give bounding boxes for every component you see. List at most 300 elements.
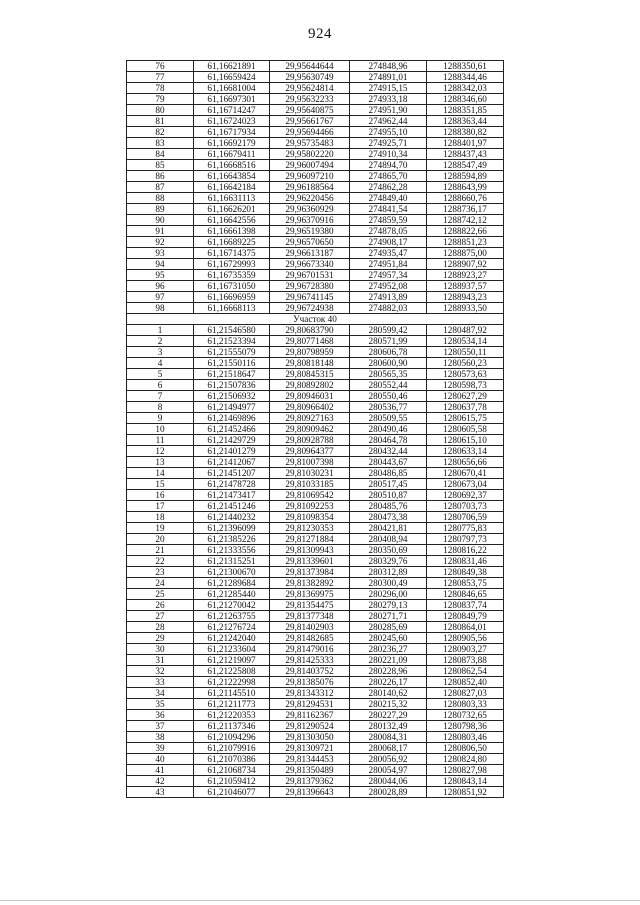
- point-number-cell: 42: [127, 776, 194, 787]
- x-coordinate-cell: 274891,01: [350, 72, 427, 83]
- table-row: [127, 754, 504, 765]
- table-row: [127, 248, 504, 259]
- latitude-cell: 61,16681004: [194, 83, 270, 94]
- latitude-cell: 61,21145510: [194, 688, 270, 699]
- longitude-cell: 29,81382892: [270, 578, 350, 589]
- x-coordinate-cell: 274908,17: [350, 237, 427, 248]
- y-coordinate-cell: 1288851,23: [427, 237, 504, 248]
- table-row: [127, 391, 504, 402]
- longitude-cell: 29,81350489: [270, 765, 350, 776]
- point-number-cell: 8: [127, 402, 194, 413]
- table-row: [127, 270, 504, 281]
- table-row: [127, 435, 504, 446]
- point-number-cell: 79: [127, 94, 194, 105]
- table-row: [127, 655, 504, 666]
- latitude-cell: 61,16668516: [194, 160, 270, 171]
- point-number-cell: 34: [127, 688, 194, 699]
- y-coordinate-cell: 1280732,65: [427, 710, 504, 721]
- y-coordinate-cell: 1280824,80: [427, 754, 504, 765]
- longitude-cell: 29,81403752: [270, 666, 350, 677]
- longitude-cell: 29,81294531: [270, 699, 350, 710]
- table-row: [127, 281, 504, 292]
- latitude-cell: 61,16642556: [194, 215, 270, 226]
- y-coordinate-cell: 1280706,59: [427, 512, 504, 523]
- point-number-cell: 81: [127, 116, 194, 127]
- x-coordinate-cell: 280227,29: [350, 710, 427, 721]
- table-row: [127, 677, 504, 688]
- latitude-cell: 61,21315251: [194, 556, 270, 567]
- y-coordinate-cell: 1280816,22: [427, 545, 504, 556]
- point-number-cell: 20: [127, 534, 194, 545]
- latitude-cell: 61,16696959: [194, 292, 270, 303]
- latitude-cell: 61,16729993: [194, 259, 270, 270]
- x-coordinate-cell: 280132,49: [350, 721, 427, 732]
- y-coordinate-cell: 1280852,40: [427, 677, 504, 688]
- latitude-cell: 61,16689225: [194, 237, 270, 248]
- point-number-cell: 83: [127, 138, 194, 149]
- y-coordinate-cell: 1280550,11: [427, 347, 504, 358]
- x-coordinate-cell: 280271,71: [350, 611, 427, 622]
- longitude-cell: 29,81162367: [270, 710, 350, 721]
- longitude-cell: 29,81309943: [270, 545, 350, 556]
- table-row: [127, 688, 504, 699]
- table-row: [127, 765, 504, 776]
- longitude-cell: 29,80966402: [270, 402, 350, 413]
- latitude-cell: 61,21478728: [194, 479, 270, 490]
- table-row: [127, 61, 504, 72]
- latitude-cell: 61,21276724: [194, 622, 270, 633]
- point-number-cell: 88: [127, 193, 194, 204]
- table-row: [127, 226, 504, 237]
- latitude-cell: 61,21506932: [194, 391, 270, 402]
- latitude-cell: 61,21222998: [194, 677, 270, 688]
- table-row: [127, 325, 504, 336]
- longitude-cell: 29,81344453: [270, 754, 350, 765]
- latitude-cell: 61,16714375: [194, 248, 270, 259]
- point-number-cell: 26: [127, 600, 194, 611]
- y-coordinate-cell: 1280905,56: [427, 633, 504, 644]
- latitude-cell: 61,21225808: [194, 666, 270, 677]
- x-coordinate-cell: 280473,38: [350, 512, 427, 523]
- longitude-cell: 29,96741145: [270, 292, 350, 303]
- table-row: [127, 589, 504, 600]
- y-coordinate-cell: 1288350,61: [427, 61, 504, 72]
- y-coordinate-cell: 1280846,65: [427, 589, 504, 600]
- latitude-cell: 61,21550116: [194, 358, 270, 369]
- longitude-cell: 29,80683790: [270, 325, 350, 336]
- longitude-cell: 29,81271884: [270, 534, 350, 545]
- table-row: [127, 512, 504, 523]
- x-coordinate-cell: 274955,10: [350, 127, 427, 138]
- longitude-cell: 29,81230353: [270, 523, 350, 534]
- point-number-cell: 2: [127, 336, 194, 347]
- y-coordinate-cell: 1288933,50: [427, 303, 504, 314]
- x-coordinate-cell: 280300,49: [350, 578, 427, 589]
- latitude-cell: 61,21523394: [194, 336, 270, 347]
- latitude-cell: 61,16714247: [194, 105, 270, 116]
- y-coordinate-cell: 1280827,98: [427, 765, 504, 776]
- table-row: [127, 171, 504, 182]
- point-number-cell: 7: [127, 391, 194, 402]
- longitude-cell: 29,96570650: [270, 237, 350, 248]
- x-coordinate-cell: 280028,89: [350, 787, 427, 798]
- y-coordinate-cell: 1288736,17: [427, 204, 504, 215]
- longitude-cell: 29,81385076: [270, 677, 350, 688]
- point-number-cell: 32: [127, 666, 194, 677]
- coordinates-table: [126, 60, 504, 798]
- point-number-cell: 13: [127, 457, 194, 468]
- table-row: [127, 787, 504, 798]
- table-row: [127, 83, 504, 94]
- longitude-cell: 29,81354475: [270, 600, 350, 611]
- longitude-cell: 29,81379362: [270, 776, 350, 787]
- latitude-cell: 61,21401279: [194, 446, 270, 457]
- section-heading-row: [127, 314, 504, 325]
- y-coordinate-cell: 1280692,37: [427, 490, 504, 501]
- point-number-cell: 38: [127, 732, 194, 743]
- latitude-cell: 61,21473417: [194, 490, 270, 501]
- longitude-cell: 29,95802220: [270, 149, 350, 160]
- point-number-cell: 96: [127, 281, 194, 292]
- latitude-cell: 61,21412067: [194, 457, 270, 468]
- latitude-cell: 61,16735359: [194, 270, 270, 281]
- latitude-cell: 61,21059412: [194, 776, 270, 787]
- latitude-cell: 61,21233604: [194, 644, 270, 655]
- point-number-cell: 10: [127, 424, 194, 435]
- y-coordinate-cell: 1288660,76: [427, 193, 504, 204]
- x-coordinate-cell: 274951,90: [350, 105, 427, 116]
- y-coordinate-cell: 1280560,23: [427, 358, 504, 369]
- point-number-cell: 43: [127, 787, 194, 798]
- table-row: [127, 732, 504, 743]
- latitude-cell: 61,21079916: [194, 743, 270, 754]
- latitude-cell: 61,21242040: [194, 633, 270, 644]
- y-coordinate-cell: 1288346,60: [427, 94, 504, 105]
- point-number-cell: 25: [127, 589, 194, 600]
- y-coordinate-cell: 1280903,27: [427, 644, 504, 655]
- table-row: [127, 600, 504, 611]
- x-coordinate-cell: 274841,54: [350, 204, 427, 215]
- y-coordinate-cell: 1280827,03: [427, 688, 504, 699]
- longitude-cell: 29,81290524: [270, 721, 350, 732]
- x-coordinate-cell: 280571,99: [350, 336, 427, 347]
- y-coordinate-cell: 1280806,50: [427, 743, 504, 754]
- y-coordinate-cell: 1280598,73: [427, 380, 504, 391]
- x-coordinate-cell: 280486,85: [350, 468, 427, 479]
- latitude-cell: 61,21494977: [194, 402, 270, 413]
- latitude-cell: 61,21068734: [194, 765, 270, 776]
- point-number-cell: 3: [127, 347, 194, 358]
- y-coordinate-cell: 1288875,00: [427, 248, 504, 259]
- y-coordinate-cell: 1280573,63: [427, 369, 504, 380]
- x-coordinate-cell: 274859,59: [350, 215, 427, 226]
- latitude-cell: 61,21518647: [194, 369, 270, 380]
- longitude-cell: 29,81373984: [270, 567, 350, 578]
- table-row: [127, 237, 504, 248]
- x-coordinate-cell: 274951,84: [350, 259, 427, 270]
- table-row: [127, 358, 504, 369]
- table-row: [127, 347, 504, 358]
- x-coordinate-cell: 280550,46: [350, 391, 427, 402]
- table-row: [127, 699, 504, 710]
- table-row: [127, 127, 504, 138]
- y-coordinate-cell: 1280605,58: [427, 424, 504, 435]
- table-row: [127, 215, 504, 226]
- table-row: [127, 303, 504, 314]
- latitude-cell: 61,21555079: [194, 347, 270, 358]
- x-coordinate-cell: 280552,44: [350, 380, 427, 391]
- x-coordinate-cell: 274933,18: [350, 94, 427, 105]
- y-coordinate-cell: 1280849,79: [427, 611, 504, 622]
- y-coordinate-cell: 1280703,73: [427, 501, 504, 512]
- x-coordinate-cell: 280221,09: [350, 655, 427, 666]
- x-coordinate-cell: 280312,89: [350, 567, 427, 578]
- latitude-cell: 61,21396099: [194, 523, 270, 534]
- table-row: [127, 259, 504, 270]
- table-row: [127, 380, 504, 391]
- latitude-cell: 61,16697301: [194, 94, 270, 105]
- point-number-cell: 28: [127, 622, 194, 633]
- table-row: [127, 402, 504, 413]
- longitude-cell: 29,81396643: [270, 787, 350, 798]
- y-coordinate-cell: 1280831,46: [427, 556, 504, 567]
- table-row: [127, 545, 504, 556]
- point-number-cell: 24: [127, 578, 194, 589]
- latitude-cell: 61,16642184: [194, 182, 270, 193]
- x-coordinate-cell: 274957,34: [350, 270, 427, 281]
- point-number-cell: 15: [127, 479, 194, 490]
- point-number-cell: 94: [127, 259, 194, 270]
- latitude-cell: 61,16661398: [194, 226, 270, 237]
- table-row: [127, 424, 504, 435]
- y-coordinate-cell: 1288907,92: [427, 259, 504, 270]
- y-coordinate-cell: 1288937,57: [427, 281, 504, 292]
- x-coordinate-cell: 280329,76: [350, 556, 427, 567]
- point-number-cell: 35: [127, 699, 194, 710]
- table-row: [127, 116, 504, 127]
- table-row: [127, 644, 504, 655]
- point-number-cell: 19: [127, 523, 194, 534]
- longitude-cell: 29,81479016: [270, 644, 350, 655]
- point-number-cell: 78: [127, 83, 194, 94]
- longitude-cell: 29,95630749: [270, 72, 350, 83]
- longitude-cell: 29,81303050: [270, 732, 350, 743]
- longitude-cell: 29,80798959: [270, 347, 350, 358]
- y-coordinate-cell: 1288351,85: [427, 105, 504, 116]
- y-coordinate-cell: 1280615,75: [427, 413, 504, 424]
- table-row: [127, 776, 504, 787]
- point-number-cell: 39: [127, 743, 194, 754]
- latitude-cell: 61,21046077: [194, 787, 270, 798]
- latitude-cell: 61,21289684: [194, 578, 270, 589]
- point-number-cell: 27: [127, 611, 194, 622]
- table-row: [127, 193, 504, 204]
- x-coordinate-cell: 280408,94: [350, 534, 427, 545]
- longitude-cell: 29,81069542: [270, 490, 350, 501]
- x-coordinate-cell: 280510,87: [350, 490, 427, 501]
- latitude-cell: 61,16621891: [194, 61, 270, 72]
- latitude-cell: 61,16659424: [194, 72, 270, 83]
- x-coordinate-cell: 280054,97: [350, 765, 427, 776]
- latitude-cell: 61,21070386: [194, 754, 270, 765]
- point-number-cell: 33: [127, 677, 194, 688]
- longitude-cell: 29,80771468: [270, 336, 350, 347]
- table-row: [127, 666, 504, 677]
- x-coordinate-cell: 280245,60: [350, 633, 427, 644]
- point-number-cell: 92: [127, 237, 194, 248]
- table-row: [127, 292, 504, 303]
- point-number-cell: 97: [127, 292, 194, 303]
- table-row: [127, 457, 504, 468]
- x-coordinate-cell: 280285,69: [350, 622, 427, 633]
- table-row: [127, 743, 504, 754]
- y-coordinate-cell: 1280851,92: [427, 787, 504, 798]
- longitude-cell: 29,80818148: [270, 358, 350, 369]
- section-heading: Участок 40: [127, 314, 504, 325]
- table-row: [127, 105, 504, 116]
- x-coordinate-cell: 280279,13: [350, 600, 427, 611]
- table-row: [127, 523, 504, 534]
- longitude-cell: 29,81033185: [270, 479, 350, 490]
- latitude-cell: 61,21137346: [194, 721, 270, 732]
- x-coordinate-cell: 274862,28: [350, 182, 427, 193]
- longitude-cell: 29,80964377: [270, 446, 350, 457]
- point-number-cell: 91: [127, 226, 194, 237]
- point-number-cell: 77: [127, 72, 194, 83]
- point-number-cell: 4: [127, 358, 194, 369]
- y-coordinate-cell: 1288943,23: [427, 292, 504, 303]
- x-coordinate-cell: 280490,46: [350, 424, 427, 435]
- x-coordinate-cell: 274925,71: [350, 138, 427, 149]
- table-row: [127, 622, 504, 633]
- point-number-cell: 16: [127, 490, 194, 501]
- latitude-cell: 61,16668113: [194, 303, 270, 314]
- table-row: [127, 446, 504, 457]
- y-coordinate-cell: 1280873,88: [427, 655, 504, 666]
- x-coordinate-cell: 274910,34: [350, 149, 427, 160]
- latitude-cell: 61,16731050: [194, 281, 270, 292]
- y-coordinate-cell: 1288437,43: [427, 149, 504, 160]
- point-number-cell: 23: [127, 567, 194, 578]
- table-row: [127, 413, 504, 424]
- point-number-cell: 21: [127, 545, 194, 556]
- latitude-cell: 61,21094296: [194, 732, 270, 743]
- longitude-cell: 29,95640875: [270, 105, 350, 116]
- latitude-cell: 61,21440232: [194, 512, 270, 523]
- x-coordinate-cell: 280509,55: [350, 413, 427, 424]
- point-number-cell: 87: [127, 182, 194, 193]
- x-coordinate-cell: 280599,42: [350, 325, 427, 336]
- latitude-cell: 61,16692179: [194, 138, 270, 149]
- y-coordinate-cell: 1280627,29: [427, 391, 504, 402]
- x-coordinate-cell: 274935,47: [350, 248, 427, 259]
- longitude-cell: 29,95694466: [270, 127, 350, 138]
- y-coordinate-cell: 1280798,36: [427, 721, 504, 732]
- y-coordinate-cell: 1288342,03: [427, 83, 504, 94]
- point-number-cell: 82: [127, 127, 194, 138]
- scan-edge-line: [0, 900, 640, 901]
- y-coordinate-cell: 1288380,82: [427, 127, 504, 138]
- y-coordinate-cell: 1280615,10: [427, 435, 504, 446]
- latitude-cell: 61,21507836: [194, 380, 270, 391]
- y-coordinate-cell: 1280637,78: [427, 402, 504, 413]
- point-number-cell: 37: [127, 721, 194, 732]
- longitude-cell: 29,81425333: [270, 655, 350, 666]
- y-coordinate-cell: 1280633,14: [427, 446, 504, 457]
- point-number-cell: 30: [127, 644, 194, 655]
- x-coordinate-cell: 280606,78: [350, 347, 427, 358]
- x-coordinate-cell: 280536,77: [350, 402, 427, 413]
- longitude-cell: 29,81309721: [270, 743, 350, 754]
- y-coordinate-cell: 1288643,99: [427, 182, 504, 193]
- table-row: [127, 160, 504, 171]
- latitude-cell: 61,21469896: [194, 413, 270, 424]
- x-coordinate-cell: 280226,17: [350, 677, 427, 688]
- longitude-cell: 29,95632233: [270, 94, 350, 105]
- longitude-cell: 29,81092253: [270, 501, 350, 512]
- latitude-cell: 61,21219097: [194, 655, 270, 666]
- x-coordinate-cell: 280044,06: [350, 776, 427, 787]
- x-coordinate-cell: 280432,44: [350, 446, 427, 457]
- y-coordinate-cell: 1280797,73: [427, 534, 504, 545]
- y-coordinate-cell: 1288363,44: [427, 116, 504, 127]
- latitude-cell: 61,21385226: [194, 534, 270, 545]
- page-number: 924: [308, 26, 332, 42]
- y-coordinate-cell: 1280864,01: [427, 622, 504, 633]
- longitude-cell: 29,80928788: [270, 435, 350, 446]
- y-coordinate-cell: 1280803,33: [427, 699, 504, 710]
- point-number-cell: 12: [127, 446, 194, 457]
- y-coordinate-cell: 1280843,14: [427, 776, 504, 787]
- table-row: [127, 501, 504, 512]
- x-coordinate-cell: 274952,08: [350, 281, 427, 292]
- point-number-cell: 9: [127, 413, 194, 424]
- table-row: [127, 138, 504, 149]
- y-coordinate-cell: 1280656,66: [427, 457, 504, 468]
- x-coordinate-cell: 280068,17: [350, 743, 427, 754]
- point-number-cell: 41: [127, 765, 194, 776]
- longitude-cell: 29,80909462: [270, 424, 350, 435]
- point-number-cell: 11: [127, 435, 194, 446]
- point-number-cell: 98: [127, 303, 194, 314]
- x-coordinate-cell: 280464,78: [350, 435, 427, 446]
- x-coordinate-cell: 274882,03: [350, 303, 427, 314]
- y-coordinate-cell: 1280862,54: [427, 666, 504, 677]
- x-coordinate-cell: 280140,62: [350, 688, 427, 699]
- longitude-cell: 29,96673340: [270, 259, 350, 270]
- longitude-cell: 29,96007494: [270, 160, 350, 171]
- point-number-cell: 40: [127, 754, 194, 765]
- longitude-cell: 29,80927163: [270, 413, 350, 424]
- point-number-cell: 5: [127, 369, 194, 380]
- latitude-cell: 61,16626201: [194, 204, 270, 215]
- longitude-cell: 29,96360929: [270, 204, 350, 215]
- latitude-cell: 61,21451246: [194, 501, 270, 512]
- latitude-cell: 61,16679411: [194, 149, 270, 160]
- x-coordinate-cell: 274865,70: [350, 171, 427, 182]
- point-number-cell: 22: [127, 556, 194, 567]
- point-number-cell: 80: [127, 105, 194, 116]
- y-coordinate-cell: 1280673,04: [427, 479, 504, 490]
- longitude-cell: 29,81482685: [270, 633, 350, 644]
- coordinates-table-body: [127, 61, 504, 798]
- point-number-cell: 31: [127, 655, 194, 666]
- latitude-cell: 61,21546580: [194, 325, 270, 336]
- y-coordinate-cell: 1280534,14: [427, 336, 504, 347]
- table-row: [127, 710, 504, 721]
- longitude-cell: 29,81030231: [270, 468, 350, 479]
- latitude-cell: 61,16724023: [194, 116, 270, 127]
